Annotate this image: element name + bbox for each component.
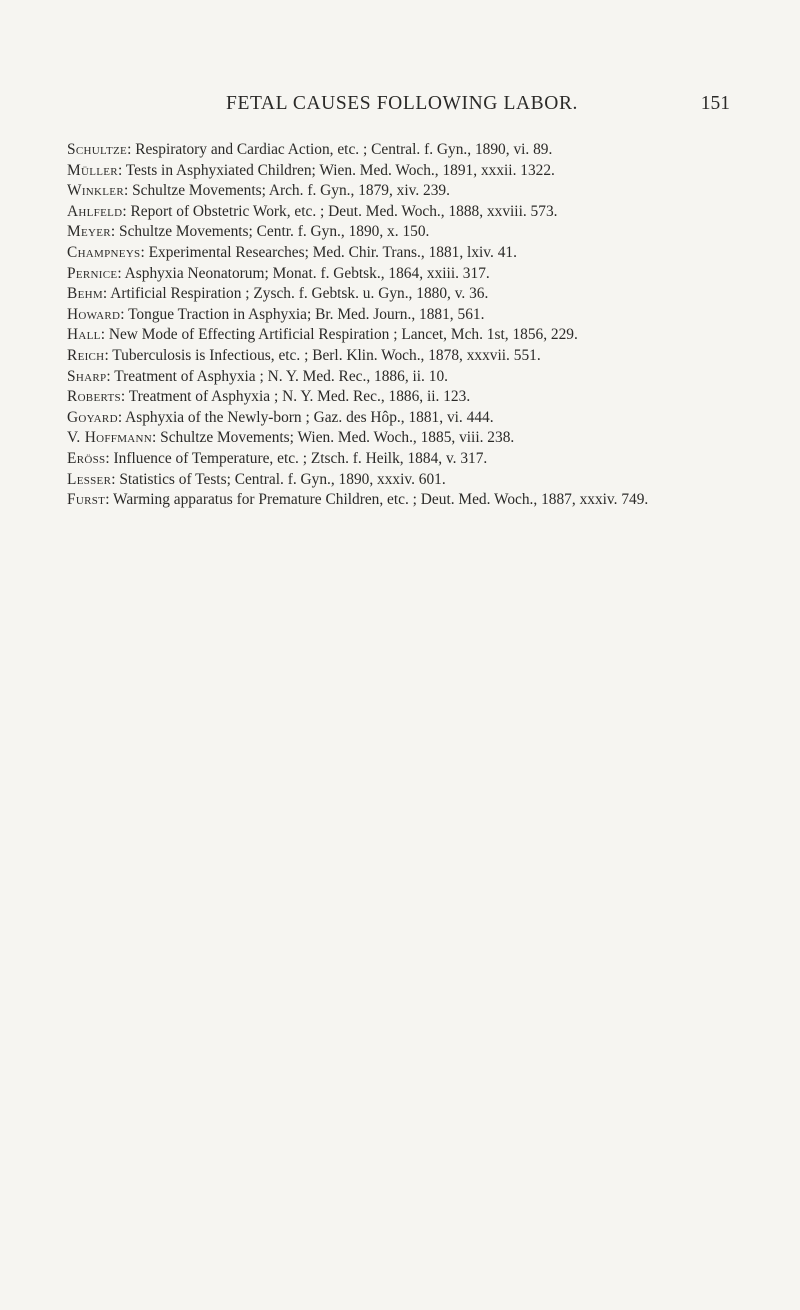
reference-citation: Experimental Researches; Med. Chir. Trans., 1881, lxiv. 41. xyxy=(148,243,517,261)
reference-author: Eröss xyxy=(67,449,106,467)
reference-author: Roberts xyxy=(67,388,121,406)
reference-citation: Schultze Movements; Wien. Med. Woch., 1885, viii. 238. xyxy=(160,429,515,447)
reference-citation: Asphyxia of the Newly-born ; Gaz. des Hôp., 1881, vi. 444. xyxy=(125,408,494,426)
reference-entry: Müller: Tests in Asphyxiated Children; Wien. Med. Woch., 1891, xxxii. 1322. xyxy=(67,161,555,179)
reference-entry: Winkler: Schultze Movements; Arch. f. Gyn., 1879, xiv. 239. xyxy=(67,182,450,200)
reference-entry: Hall: New Mode of Effecting Artificial Respiration ; Lancet, Mch. 1st, 1856, 229. xyxy=(67,326,578,344)
reference-author: Behm xyxy=(67,285,103,303)
reference-citation: Tests in Asphyxiated Children; Wien. Med. Woch., 1891, xxxii. 1322. xyxy=(125,161,555,179)
reference-citation: Statistics of Tests; Central. f. Gyn., 1890, xxxiv. 601. xyxy=(119,470,446,488)
reference-entry: Roberts: Treatment of Asphyxia ; N. Y. Med. Rec., 1886, ii. 123. xyxy=(67,388,471,406)
reference-author: Lesser xyxy=(67,470,112,488)
reference-author: Pernice xyxy=(67,264,118,282)
reference-author: Ahlfeld xyxy=(67,202,123,220)
running-title: FETAL CAUSES FOLLOWING LABOR. xyxy=(226,93,579,114)
reference-citation: Treatment of Asphyxia ; N. Y. Med. Rec., 1886, ii. 123. xyxy=(128,388,471,406)
reference-citation: Influence of Temperature, etc. ; Ztsch. f. Heilk, 1884, v. 317. xyxy=(113,449,488,467)
reference-entry: Goyard: Asphyxia of the Newly-born ; Gaz. des Hôp., 1881, vi. 444. xyxy=(67,408,494,426)
reference-citation: Schultze Movements; Centr. f. Gyn., 1890, x. 150. xyxy=(119,223,430,241)
reference-entry: Champneys: Experimental Researches; Med. Chir. Trans., 1881, lxiv. 41. xyxy=(67,243,517,261)
reference-citation: Tuberculosis is Infectious, etc. ; Berl. Klin. Woch., 1878, xxxvii. 551. xyxy=(112,346,541,364)
reference-citation: Report of Obstetric Work, etc. ; Deut. Med. Woch., 1888, xxviii. 573. xyxy=(130,202,558,220)
reference-entry: Behm: Artificial Respiration ; Zysch. f. Gebtsk. u. Gyn., 1880, v. 36. xyxy=(67,285,489,303)
reference-citation: Respiratory and Cardiac Action, etc. ; Central. f. Gyn., 1890, vi. 89. xyxy=(135,141,553,158)
reference-entry: Schultze: Respiratory and Cardiac Action, etc. ; Central. f. Gyn., 1890, vi. 89. xyxy=(67,141,553,158)
reference-entry: V. Hoffmann: Schultze Movements; Wien. Med. Woch., 1885, viii. 238. xyxy=(67,429,515,447)
reference-entry: Pernice: Asphyxia Neonatorum; Monat. f. Gebtsk., 1864, xxiii. 317. xyxy=(67,264,490,282)
reference-entry: Furst: Warming apparatus for Premature Children, etc. ; Deut. Med. Woch., 1887, xxxiv. 749. xyxy=(67,491,649,509)
reference-citation: Artificial Respiration ; Zysch. f. Gebtsk. u. Gyn., 1880, v. 36. xyxy=(110,285,489,303)
reference-citation: Treatment of Asphyxia ; N. Y. Med. Rec., 1886, ii. 10. xyxy=(114,367,448,385)
reference-author: Hall xyxy=(67,326,101,344)
reference-author: Furst xyxy=(67,491,106,509)
reference-citation: Warming apparatus for Premature Children, etc. ; Deut. Med. Woch., 1887, xxxiv. 749. xyxy=(113,491,649,509)
reference-entry: Eröss: Influence of Temperature, etc. ; Ztsch. f. Heilk, 1884, v. 317. xyxy=(67,449,488,467)
reference-author: Goyard xyxy=(67,408,118,426)
reference-entry: Ahlfeld: Report of Obstetric Work, etc. ; Deut. Med. Woch., 1888, xxviii. 573. xyxy=(67,202,558,220)
reference-author: Champneys xyxy=(67,243,141,261)
reference-author: Schultze xyxy=(67,141,128,158)
reference-author: Howard xyxy=(67,305,121,323)
reference-citation: Schultze Movements; Arch. f. Gyn., 1879, xiv. 239. xyxy=(132,182,450,200)
reference-entry: Lesser: Statistics of Tests; Central. f. Gyn., 1890, xxxiv. 601. xyxy=(67,470,446,488)
reference-citation: Tongue Traction in Asphyxia; Br. Med. Journ., 1881, 561. xyxy=(128,305,485,323)
reference-author: Sharp xyxy=(67,367,107,385)
reference-entry: Reich: Tuberculosis is Infectious, etc. ; Berl. Klin. Woch., 1878, xxxvii. 551. xyxy=(67,346,541,364)
reference-citation: Asphyxia Neonatorum; Monat. f. Gebtsk., 1864, xxiii. 317. xyxy=(124,264,490,282)
reference-author: Meyer xyxy=(67,223,111,241)
page-number: 151 xyxy=(700,93,730,114)
reference-author: V. Hoffmann xyxy=(67,429,153,447)
reference-citation: New Mode of Effecting Artificial Respiration ; Lancet, Mch. 1st, 1856, 229. xyxy=(108,326,578,344)
reference-entry: Howard: Tongue Traction in Asphyxia; Br. Med. Journ., 1881, 561. xyxy=(67,305,485,323)
reference-author: Müller xyxy=(67,161,118,179)
reference-entry: Meyer: Schultze Movements; Centr. f. Gyn., 1890, x. 150. xyxy=(67,223,430,241)
reference-entry: Sharp: Treatment of Asphyxia ; N. Y. Med. Rec., 1886, ii. 10. xyxy=(67,367,448,385)
reference-author: Winkler xyxy=(67,182,124,200)
reference-author: Reich xyxy=(67,346,105,364)
reference-list xyxy=(67,140,739,511)
